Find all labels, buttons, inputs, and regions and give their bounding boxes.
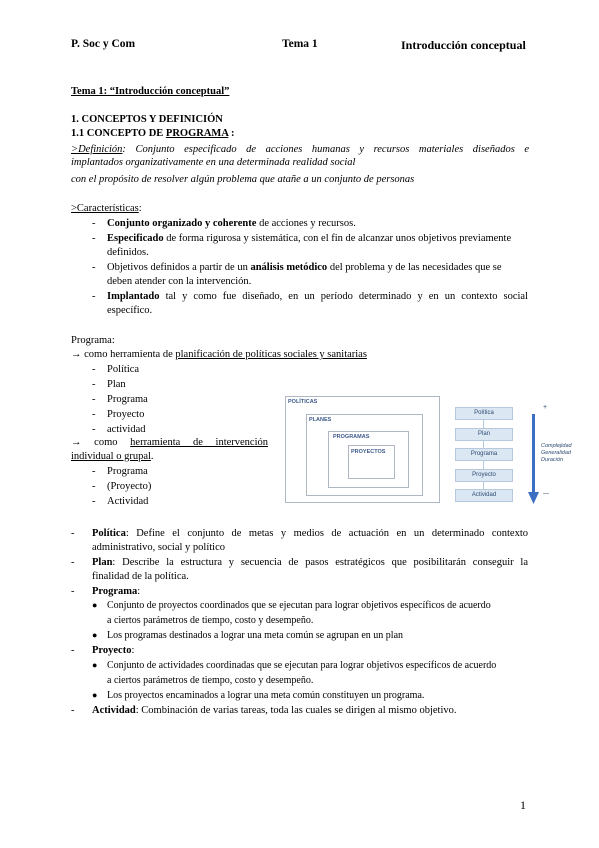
box-programas-label: PROGRAMAS (333, 434, 370, 440)
def-politica-cont: administrativo, social y político (92, 542, 225, 553)
characteristic-3 (107, 262, 502, 273)
box-proyectos-label: PROYECTOS (351, 449, 386, 455)
def-politica-term: Política (92, 528, 126, 539)
definition-text-1: : Conjunto especificado de acciones humanas y recursos materiales diseñados e (122, 144, 529, 155)
list-dash: - (71, 705, 75, 716)
section-heading-1: 1. CONCEPTOS Y DEFINICIÓN (71, 114, 223, 125)
list-dash: - (92, 394, 96, 405)
box-planes-label: PLANES (309, 417, 332, 423)
definition-line-1 (71, 143, 529, 157)
def-programa-colon: : (137, 586, 141, 597)
characteristic-2-cont: definidos. (107, 247, 149, 258)
use-2-underlined-1: herramienta de intervención (130, 437, 269, 448)
bullet-icon: ● (92, 630, 98, 640)
side-label-generalidad: Generalidad (541, 450, 571, 456)
intervention-list-item: Programa (107, 466, 148, 477)
def-politica-text: : Define el conjunto de metas y medios de actuación en un determinado contexto (125, 528, 528, 539)
minus-sign: — (543, 491, 549, 497)
use-2-end: . (150, 451, 154, 462)
def-plan-term: Plan (92, 557, 113, 568)
pill-plan: Plan (455, 428, 513, 441)
characteristic-2-bold: Especificado (107, 233, 164, 244)
def-plan-text: : Describe la estructura y secuencia de pasos estratégicos que posibilitarán conseguir la (112, 557, 528, 568)
definition-label: >Definición (71, 144, 123, 155)
list-dash: - (71, 586, 75, 597)
programa-use-2 (71, 437, 268, 448)
box-politicas-label: POLÍTICAS (288, 399, 318, 405)
characteristics-heading (71, 203, 142, 214)
section-keyword: PROGRAMA (165, 128, 229, 139)
characteristic-3-bold: análisis metódico (250, 262, 328, 273)
characteristic-4-cont: específico. (107, 305, 153, 316)
list-dash: - (92, 218, 96, 229)
characteristics-label: >Características (71, 203, 139, 214)
def-programa-bullet-1-cont: a ciertos parámetros de tiempo, costo y desempeño. (107, 615, 314, 626)
def-proyecto-term: Proyecto (92, 645, 132, 656)
def-programa-bullet-2: Los programas destinados a lograr una meta común se agrupan en un plan (107, 630, 404, 641)
list-dash: - (92, 379, 96, 390)
characteristic-2 (107, 233, 511, 244)
programa-heading: Programa: (71, 335, 115, 346)
characteristic-1-bold: Conjunto organizado y coherente (107, 218, 257, 229)
characteristic-4-bold: Implantado (107, 291, 160, 302)
def-proyecto-bullet-1-cont: a ciertos parámetros de tiempo, costo y desempeño. (107, 675, 314, 686)
programa-use-1 (71, 349, 367, 360)
down-arrow-icon (528, 414, 540, 506)
list-dash: - (71, 557, 75, 568)
characteristics-colon: : (138, 203, 142, 214)
hierarchy-list-item: Proyecto (107, 409, 145, 420)
definition-line-2: implantados organizativamente en una determinada realidad social (71, 157, 356, 168)
def-proyecto (92, 645, 134, 656)
page-number: 1 (520, 798, 526, 812)
side-labels (541, 443, 572, 464)
pill-actividad: Actividad (455, 489, 513, 502)
def-plan (92, 557, 528, 568)
def-programa (92, 586, 140, 597)
characteristic-3-pre: Objetivos definidos a partir de un (107, 262, 251, 273)
header-title: Introducción conceptual (401, 38, 526, 52)
characteristic-2-rest: de forma rigurosa y sistemática, con el fin de alcanzar unos objetivos previamente (163, 233, 512, 244)
characteristic-4 (107, 291, 528, 302)
bullet-icon: ● (92, 600, 98, 610)
characteristic-1-rest: de acciones y recursos. (256, 218, 356, 229)
def-actividad (92, 705, 457, 716)
list-dash: - (92, 496, 96, 507)
side-label-complejidad: Complejidad (541, 443, 572, 449)
plus-sign: + (543, 404, 548, 411)
use-2-prefix: → como (71, 437, 131, 448)
use-1-underlined: planificación de políticas sociales y sanitarias (175, 349, 367, 360)
use-2-underlined-2: individual o grupal (71, 451, 151, 462)
header-subject: P. Soc y Com (71, 38, 136, 50)
characteristic-4-rest: tal y como fue diseñado, en un período determinado y en un contexto social (159, 291, 528, 302)
document-title: Tema 1: “Introducción conceptual” (71, 86, 230, 97)
section-prefix: 1.1 CONCEPTO DE (71, 128, 166, 139)
def-actividad-term: Actividad (92, 705, 136, 716)
characteristic-3-cont: deben atender con la intervención. (107, 276, 252, 287)
def-programa-bullet-1: Conjunto de proyectos coordinados que se ejecutan para lograr objetivos específicos de acuerdo (107, 600, 491, 611)
def-politica (92, 528, 528, 539)
use-1-prefix: → como herramienta de (71, 349, 176, 360)
list-dash: - (92, 466, 96, 477)
list-dash: - (92, 481, 96, 492)
def-actividad-text: : Combinación de varias tareas, toda las cuales se dirigen al mismo objetivo. (135, 705, 457, 716)
list-dash: - (92, 424, 96, 435)
intervention-list-item: (Proyecto) (107, 481, 152, 492)
programa-use-2-cont (71, 451, 154, 462)
hierarchy-list-item: Plan (107, 379, 126, 390)
intervention-list-item: Actividad (107, 496, 149, 507)
list-dash: - (92, 409, 96, 420)
def-proyecto-bullet-2: Los proyectos encaminados a lograr una meta común constituyen un programa. (107, 690, 425, 701)
header-topic: Tema 1 (282, 38, 318, 50)
list-dash: - (92, 233, 96, 244)
list-dash: - (92, 364, 96, 375)
characteristic-1 (107, 218, 356, 229)
list-dash: - (71, 645, 75, 656)
def-proyecto-bullet-1: Conjunto de actividades coordinadas que se ejecutan para lograr objetivos específicos de acuerdo (107, 660, 497, 671)
def-proyecto-colon: : (131, 645, 135, 656)
characteristic-3-rest: del problema y de las necesidades que se (327, 262, 502, 273)
def-programa-term: Programa (92, 586, 138, 597)
pill-proyecto: Proyecto (455, 469, 513, 482)
list-dash: - (92, 291, 96, 302)
side-label-duracion: Duración (541, 457, 564, 463)
bullet-icon: ● (92, 690, 98, 700)
def-plan-cont: finalidad de la política. (92, 571, 189, 582)
section-heading-1-1 (71, 128, 234, 139)
hierarchy-list-item: actividad (107, 424, 146, 435)
list-dash: - (71, 528, 75, 539)
definition-line-3: con el propósito de resolver algún problema que atañe a un conjunto de personas (71, 174, 415, 185)
pill-politica: Política (455, 407, 513, 420)
bullet-icon: ● (92, 660, 98, 670)
hierarchy-list-item: Política (107, 364, 140, 375)
section-suffix: : (228, 128, 235, 139)
pill-programa: Programa (455, 448, 513, 461)
list-dash: - (92, 262, 96, 273)
hierarchy-list-item: Programa (107, 394, 148, 405)
